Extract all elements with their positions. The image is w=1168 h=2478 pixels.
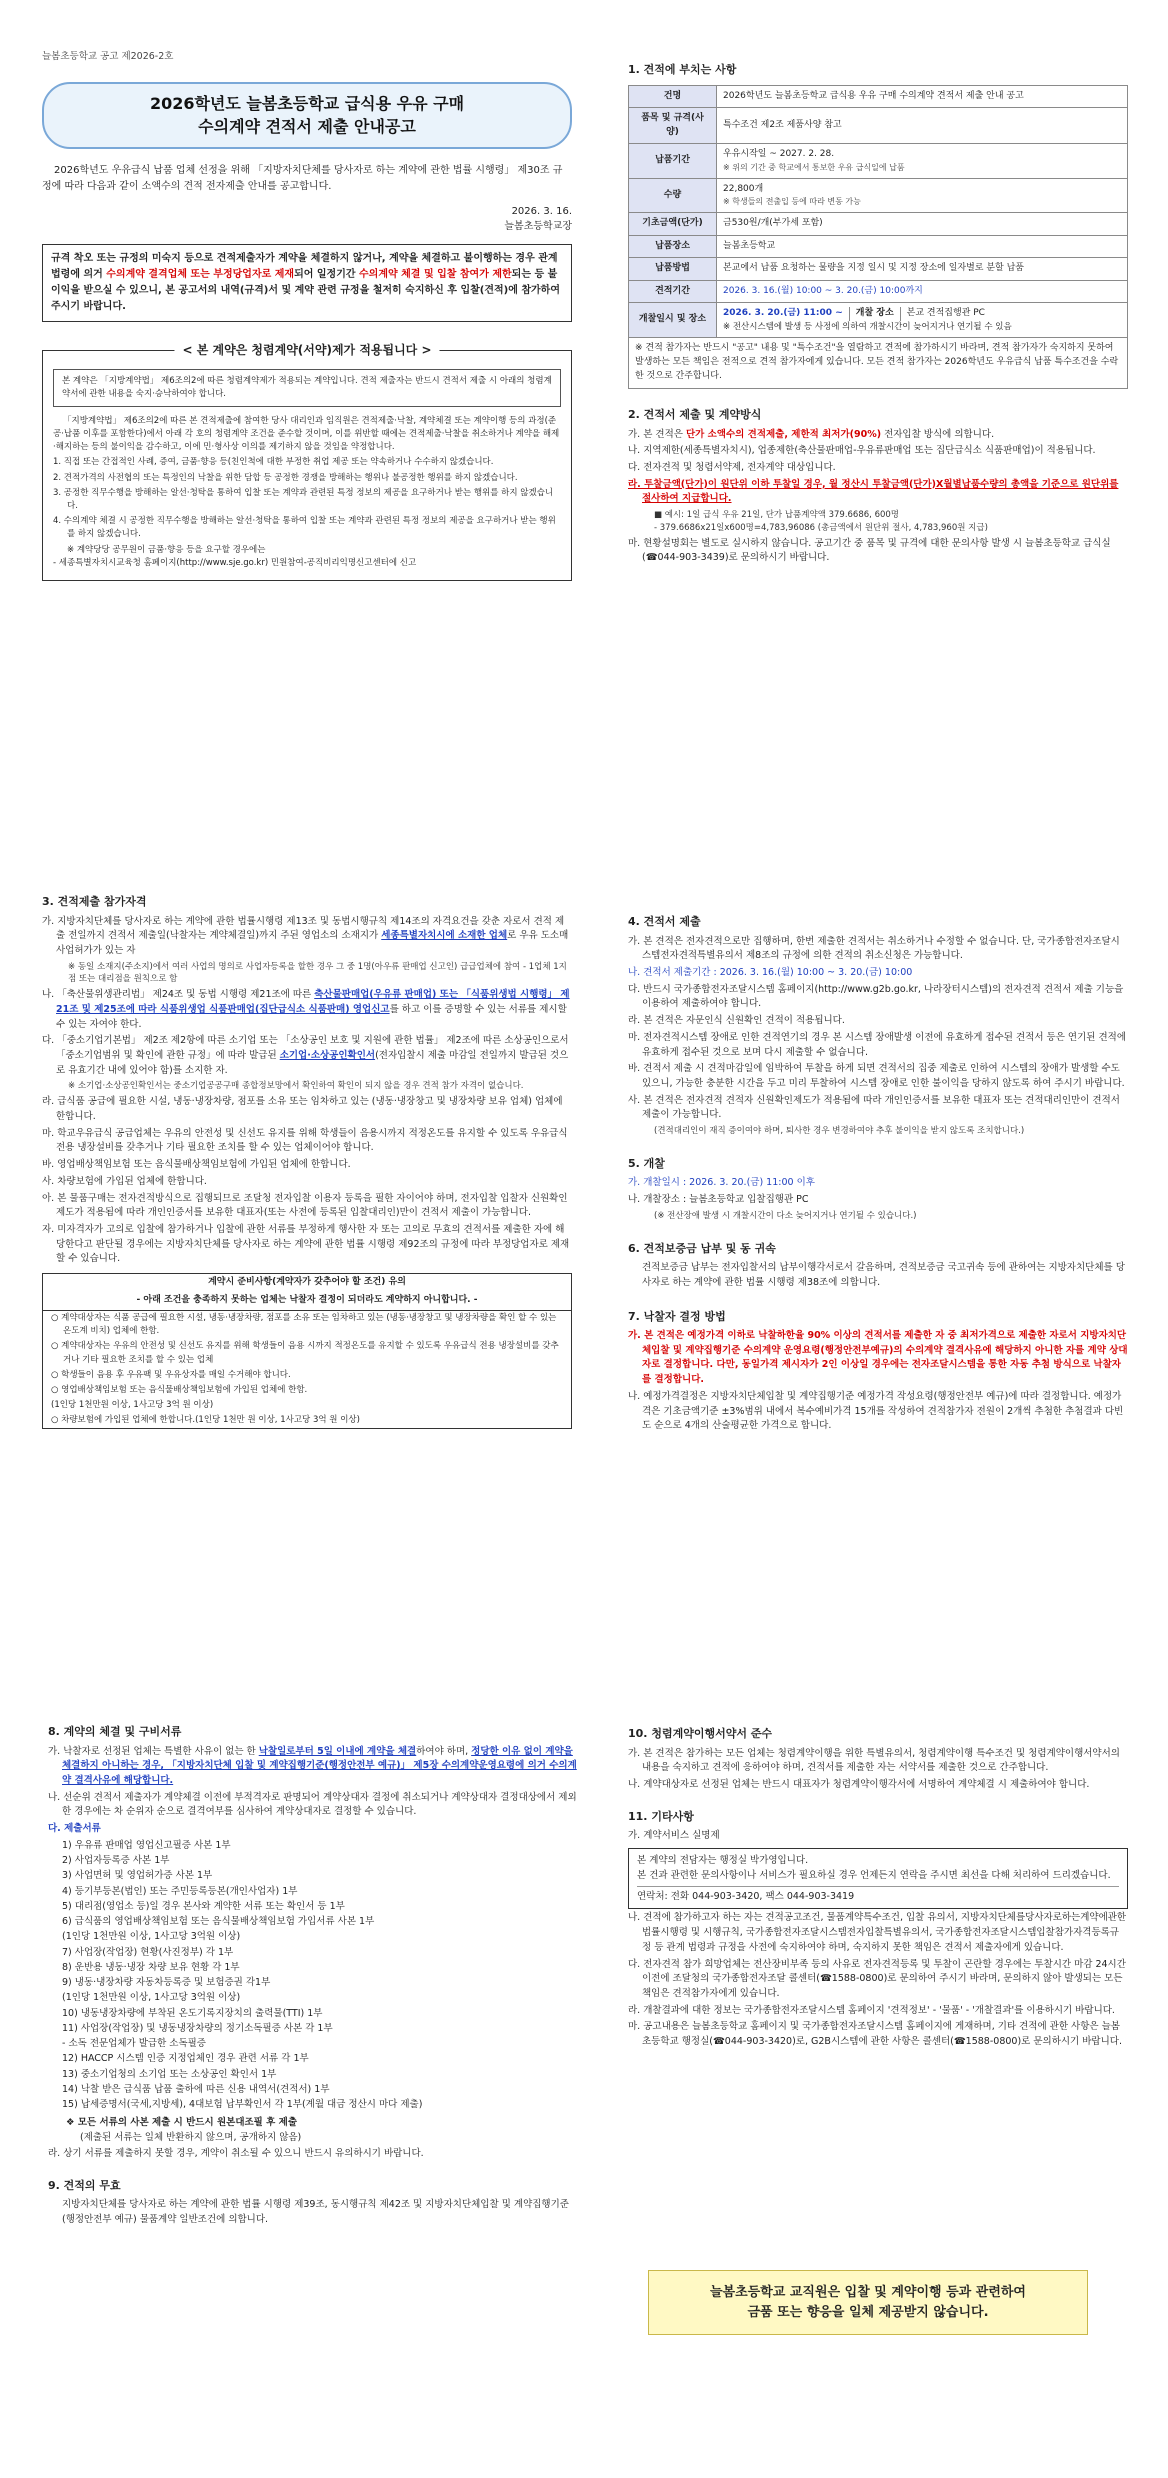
section-3-item-b — [42, 988, 572, 1032]
required-doc: 9) 냉동·냉장차량 자동차등록증 및 보험증권 각1부 — [62, 1977, 271, 1989]
document-number: 늘봄초등학교 공고 제2026-2호 — [42, 51, 174, 62]
required-doc: (1인당 1천만원 이상, 1사고당 3억원 이상) — [62, 1992, 241, 2004]
item-text: 를 하고 이를 증명할 수 있는 서류를 제시할 수 있는 자여야 한다. — [56, 1003, 567, 1030]
section-4-item: 다. 반드시 국가종합전자조달시스템 홈페이지(http://www.g2b.go.kr, 나라장터시스템)의 전자견적 견적서 제출 기능을 이용하여 제출하여야 합니다. — [628, 983, 1124, 1010]
row-label: 납품기간 — [629, 144, 717, 179]
section-2-item-d: 라. 투찰금액(단가)이 원단위 이하 투찰일 경우, 월 정산시 투찰금액(단가)X월별납품수량의 총액을 기준으로 원단위를 절사하여 지급합니다. — [628, 478, 1119, 505]
section-8-title: 8. 계약의 체결 및 구비서류 — [48, 1725, 182, 1738]
row-label: 견적기간 — [629, 280, 717, 303]
item-text: 가. 본 견적은 — [628, 428, 686, 440]
title-box — [42, 82, 572, 148]
section-5-item-b: 나. 개찰장소 : 늘봄초등학교 입찰집행관 PC — [628, 1194, 809, 1206]
row-value: 2026학년도 늘봄초등학교 급식용 우유 구매 수의계약 견적서 제출 안내 공고 — [717, 85, 1128, 108]
warning-text-3: 되는 등 불이익을 받으실 수 있으니, 본 공고서의 내역(규격)서 및 계약 관련 규정을 철저히 숙지하신 후 입찰(견적)에 참가하여 주시기 바랍니다. — [51, 268, 561, 312]
section-8-item-a — [48, 1745, 578, 1789]
opening-place: 본교 견적집행관 PC — [900, 307, 985, 321]
section-4-note: (견적대리인이 재직 증이여야 하며, 퇴사한 경우 변경하여야 추후 불이익을 받지 않도록 조치합니다.) — [654, 1126, 1025, 1137]
section-6-title: 6. 견적보증금 납부 및 동 귀속 — [628, 1241, 776, 1255]
section-3-item-e: 마. 학교우유급식 공급업체는 우유의 안전성 및 신선도 유지를 위해 학생들이 음용시까지 적정온도를 유지할 수 있도록 우유급식 전용 냉장설비를 갖추거나 기타 필요한 조치를 할 수 있는 업체이어야 합니다. — [42, 1127, 568, 1154]
final-notice-line-1: 늘봄초등학교 교직원은 입찰 및 계약이행 등과 관련하여 — [710, 2285, 1026, 2300]
section-4-item: 가. 본 견적은 전자견적으로만 집행하며, 한번 제출한 견적서는 취소하거나 수정할 수 없습니다. 단, 국가종합전자조달시스템전자견적특별유의서 제8조의 규정에 의한 견적의 취소신청은 가능합니다. — [628, 935, 1120, 962]
prep-item: ○ 학생들이 음용 후 우유팩 및 우유상자를 매일 수거해야 합니다. — [51, 1369, 291, 1380]
row-value: 2026. 3. 16.(월) 10:00 ~ 3. 20.(금) 10:00까지 — [717, 280, 1128, 303]
item-text: 로 우유 도소매 사업허가가 있는 자 — [56, 930, 569, 956]
row-label: 납품방법 — [629, 258, 717, 281]
section-3-note-c: ※ 소기업·소상공인확인서는 중소기업공공구매 종합정보망에서 확인하여 확인이 되지 않을 경우 견적 참가 자격이 없습니다. — [68, 1081, 524, 1092]
table-row — [629, 178, 1128, 213]
required-doc: 11) 사업장(작업장) 및 냉동냉장차량의 정기소독필증 사본 각 1부 — [62, 2022, 333, 2034]
section-10-item-b: 나. 계약대상자로 선정된 업체는 반드시 대표자가 청렴계약이행각서에 서명하여 계약체결 시 제출하여야 합니다. — [628, 1778, 1090, 1790]
warning-text-2: 되어 일정기간 — [294, 268, 360, 280]
integrity-contract-box — [42, 342, 572, 581]
section-3-item-d: 라. 급식품 공급에 필요한 시설, 냉동·냉장차량, 점포를 소유 또는 임차하고 있는 (냉동·냉장창고 및 냉장차량 보유 업체) 업체에 한합니다. — [42, 1096, 563, 1122]
integrity-contract-title: < 본 계약은 청렴계약(서약)제가 적용됩니다 > — [174, 341, 439, 360]
section-10-title: 10. 청렴계약이행서약서 준수 — [628, 1727, 773, 1740]
item-text: 가. 낙찰자로 선정된 업체는 특별한 사유이 없는 한 — [48, 1745, 259, 1757]
final-notice-line-2: 금품 또는 향응을 일체 제공받지 않습니다. — [747, 2304, 989, 2320]
section-4-item: 마. 전자견적시스템 장애로 인한 견적연기의 경우 본 시스템 장애발생 이전에 유효하게 접수된 견적서 등은 연기된 견적에 유효하게 접수된 것으로 보며 다시 제출할 수 없습니다. — [628, 1031, 1126, 1058]
intro-text: 2026학년도 우유급식 납품 업체 선정을 위해 「지방자치단체를 당사자로 하는 계약에 관한 법률 시행령」 제30조 규정에 따라 다음과 같이 소액수의 견적 전자제출 안내를 공고합니다. — [42, 164, 563, 193]
section-11-item: 다. 전자견적 참가 희망업체는 전산장비부족 등의 사유로 전자견적등록 및 투찰이 곤란할 경우에는 투찰시간 마감 24시간 이전에 조달청의 국가종합전자조달 콜센터(☎1588-0800)로 문의하여 주시기 바라며, 문의하지 않아 발생되는 모든 책임은 견적참가자에게 있습니다. — [628, 1958, 1126, 2000]
row-value: 늘봄초등학교 — [717, 235, 1128, 258]
contact-line-3: 연락처: 전화 044-903-3420, 팩스 044-903-3419 — [637, 1886, 1119, 1904]
warning-red-2: 수의계약 체결 및 입찰 참여가 제한 — [359, 268, 512, 280]
integrity-contract-body: 「지방계약법」 제6조의2에 따른 본 견적제출에 참여한 당사 대리인과 임직원은 견적제출·낙찰, 계약체결 또는 계약이행 등의 과정(준공·납품 이후를 포함한다)에서 아래 각 호의 청렴계약 조건을 준수할 것이며, 이를 위반할 때에는 견적제출·낙찰을 취소하거나 계약을 해제·해지하는 등의 불이익을 감수하고, 이에 민·형사상 이의를 제기하지 않을 것임을 약정합니다. — [53, 415, 560, 453]
opening-time: 2026. 3. 20.(금) 11:00 ~ — [723, 308, 843, 318]
table-row — [629, 144, 1128, 179]
section-3-item-f: 바. 영업배상책임보험 또는 음식물배상책임보험에 가입된 업체에 한합니다. — [42, 1159, 351, 1171]
prep-item: ○ 계약대상자는 우유의 안전성 및 신선도 유지를 위해 학생들이 음용 시까지 적정온도를 유지할 수 있도록 우유급식 전용 냉장설비를 갖추거나 기타 필요한 조치를 할 수 있는 업체 — [51, 1341, 559, 1365]
section-6-body: 견적보증금 납부는 전자입찰서의 납부이행각서로서 갈음하며, 견적보증금 국고귀속 등에 관하여는 지방자치단체를 당사자로 하는 계약에 관한 법률 시행령 제38조에 의합니다. — [642, 1262, 1125, 1288]
row-label: 기초금액(단가) — [629, 213, 717, 236]
warning-box — [42, 244, 572, 322]
section-7-title: 7. 낙찰자 결정 방법 — [628, 1309, 726, 1323]
section-7-item-a: 가. 본 견적은 예정가격 이하로 낙찰하한율 90% 이상의 견적서를 제출한 자 중 최저가격으로 제출한 자로서 지방자치단체입찰 및 계약집행기준 수의계약 운영요령(행정안전부예규)의 수의계약 결격사유에 해당하지 아니한 자를 계약 상대자로 결정합니다. 다만, 동일가격 제시자가 2인 이상일 경우에는 전자조달시스템을 통한 자동 추첨 방식으로 낙찰자를 결정합니다. — [628, 1330, 1128, 1386]
table-row — [629, 108, 1128, 144]
row-value: 특수조건 제2조 제품사양 참고 — [717, 108, 1128, 144]
item-highlight: 축산물판매업(우유류 판매업) 또는 「식품위생법 시행령」 제21조 및 제25조에 따라 식품위생업 식품판매업(집단급식소 식품판매) 영업신고 — [56, 989, 570, 1015]
required-doc: 1) 우유류 판매업 영업신고필증 사본 1부 — [62, 1839, 231, 1851]
integrity-item: 2. 견적가격의 사전협의 또는 특정인의 낙찰을 위한 담합 등 공정한 경쟁을 방해하는 행위나 불공정한 행위를 하지 않겠습니다. — [53, 472, 518, 483]
section-11-item: 마. 공고내용은 늘봄초등학교 홈페이지 및 국가종합전자조달시스템 홈페이지에 게재하며, 기타 견적에 관한 사항은 늘봄초등학교 행정실(☎044-903-3420)로, G2B시스템에 관한 사항은 콜센터(☎1588-0800)로 문의하시기 바랍니다. — [628, 2021, 1122, 2048]
section-5-note: (※ 전산장애 발생 시 개찰시간이 다소 늦어지거나 연기될 수 있습니다.) — [654, 1210, 917, 1221]
info-table — [628, 85, 1128, 339]
required-doc: 13) 중소기업청의 소기업 또는 소상공인 확인서 1부 — [62, 2068, 277, 2080]
section-3-title: 3. 견적제출 참가자격 — [42, 895, 147, 908]
section-2-calc: - 379.6686x21일x600명=4,783,96086 (총금액에서 원단위 절사, 4,783,960원 지급) — [654, 522, 988, 533]
section-8-item-d: 라. 상기 서류를 제출하지 못할 경우, 계약이 취소될 수 있으니 반드시 유의하시기 바랍니다. — [48, 2147, 424, 2159]
item-highlight: 정당한 이유 없이 계약을 체결하지 아니하는 경우, 「지방자치단체 입찰 및 계약집행기준(행정안전부 예규)」 제5장 수의계약운영요령에 의거 수의계약 결격사유에 해당합니다. — [62, 1745, 577, 1786]
prep-item: ○ 영업배상책임보험 또는 음식물배상책임보험에 가입된 업체에 한함. — [51, 1384, 308, 1395]
section-8-item-b: 나. 선순위 견적서 제출자가 계약체결 이전에 부적격자로 판명되어 계약상대자 결정에 취소되거나 계약상대자 결정대상에서 제외한 경우에는 차 순위자 순으로 결격여부를 심사하여 계약상대자로 결정할 수 있습니다. — [48, 1791, 577, 1818]
section-1-2-column — [628, 62, 1128, 568]
section-7-item-b: 나. 예정가격결정은 지방자치단체입찰 및 계약집행기준 예정가격 작성요령(행정안전부 예규)에 따라 결정합니다. 예정가격은 기초금액기준 ±3%범위 내에서 복수예비가격 15개를 작성하여 견적참가자 전원이 2개씩 추첨한 추첨결과 다빈도 순으로 4개의 산술평균한 가격으로 합니다. — [628, 1390, 1124, 1432]
section-2-title: 2. 견적서 제출 및 계약방식 — [628, 408, 762, 422]
contact-line-2: 본 건과 관련한 문의사항이나 서비스가 필요하실 경우 언제든지 연락을 주시면 최선을 다해 처리하여 드리겠습니다. — [637, 1870, 1111, 1882]
row-value — [717, 144, 1128, 179]
section-10-item-a: 가. 본 견적은 참가하는 모든 업체는 청렴계약이행을 위한 특별유의서, 청렴계약이행 특수조건 및 청렴계약이행서약서의 내용을 숙지하고 견적에 응하여야 하며, 견적서를 제출한 자는 서약서를 제출한 것으로 간주합니다. — [628, 1747, 1120, 1774]
required-doc: (1인당 1천만원 이상, 1사고당 3억원 이상) — [62, 1931, 241, 1943]
section-1-title: 1. 견적에 부치는 사항 — [628, 63, 737, 76]
integrity-note: ※ 계약당당 공무원이 금품·향응 등을 요구할 경우에는 — [67, 544, 266, 555]
item-text: 전자입찰 방식에 의합니다. — [881, 428, 995, 440]
required-doc: 14) 낙찰 받은 급식품 납품 출하에 따른 신용 내역서(견적서) 1부 — [62, 2083, 330, 2095]
required-doc: 12) HACCP 시스템 인증 지정업체인 경우 관련 서류 각 1부 — [62, 2053, 309, 2065]
section-2-item-b: 나. 지역제한(세종특별자치시), 업종제한(축산물판매업-우유류판매업 또는 집단급식소 식품판매업)이 적용됩니다. — [628, 445, 1096, 457]
section-9-body: 지방자치단체를 당사자로 하는 계약에 관한 법률 시행령 제39조, 동시행규칙 제42조 및 지방자치단체입찰 및 계약집행기준(행정안전부 예규) 물품계약 일반조건에 의합니다. — [62, 2199, 569, 2225]
required-doc: 8) 운반용 냉동·냉장 차량 보유 현황 각 1부 — [62, 1961, 240, 1973]
item-highlight: 세종특별자치시에 소재한 업체 — [381, 930, 508, 942]
integrity-report: - 세종특별자치시교육청 홈페이지(http://www.sje.go.kr) 민원참여-공직비리익명신고센터에 신고 — [53, 557, 417, 568]
section-3-column — [42, 880, 572, 1429]
section-4-item: 사. 본 견적은 전자견적 견적자 신원확인제도가 적용됨에 따라 개인인증서를 보유한 대표자 또는 견적대리인만이 견적서 제출이 가능합니다. — [628, 1094, 1120, 1121]
opening-line — [723, 307, 1121, 321]
row-label: 품목 및 규격(사양) — [629, 108, 717, 144]
section-3-note-a: ※ 동일 소재지(주소지)에서 여러 사업의 명의로 사업자등록을 할한 경우 그 중 1명(아우류 판매업 신고인) 급급업체에 참여 - 1업체 1지점 또는 대리점을 원칙으로 함 — [68, 961, 567, 985]
quantity-note: ※ 학생들의 전출입 등에 따라 변동 가능 — [723, 197, 861, 206]
item-text: 하여야 하며, — [416, 1745, 472, 1757]
table-row — [629, 258, 1128, 281]
required-doc: 2) 사업자등록증 사본 1부 — [62, 1855, 170, 1867]
section-4-item: 나. 견적서 제출기간 : 2026. 3. 16.(월) 10:00 ~ 3. 20.(금) 10:00 — [628, 966, 913, 978]
section-4-title: 4. 견적서 제출 — [628, 915, 701, 928]
docs-note: ❖ 모든 서류의 사본 제출 시 반드시 원본대조필 후 제출 — [66, 2117, 298, 2129]
item-highlight: 단가 소액수의 견적제출, 제한적 최저가(90%) — [685, 428, 882, 440]
opening-note: ※ 전산시스템에 발생 등 사정에 의하여 개찰시간이 늦어지거나 연기될 수 있음 — [723, 321, 1012, 332]
prep-item: ○ 계약대상자는 식품 공급에 필요한 시설, 냉동·냉장차량, 점포를 소유 또는 임차하고 있는 (냉동·냉장창고 및 냉장차량을 확인 할 수 있는 온도계 비치) 업체에 한함. — [51, 1313, 557, 1337]
integrity-item: 3. 공정한 직무수행을 방해하는 알선·청탁을 통하여 입찰 또는 계약과 관련된 특정 정보의 제공을 요구하거나 받는 행위를 하지 않겠습니다. — [53, 487, 554, 511]
section-4-item: 바. 견적서 제출 시 견적마감일에 임박하여 투찰을 하게 되면 견적서의 집중 제출로 인하여 시스템의 장애가 발생할 수도 있으니, 가능한 충분한 시간을 두고 미리 투찰하여 시스템 장애로 인한 불이익을 당하지 않도록 하여 주시기 바랍니다. — [628, 1063, 1125, 1089]
contact-line-1: 본 계약의 전담자는 행정실 박가영입니다. — [637, 1854, 809, 1866]
row-value: 본교에서 납품 요청하는 물량을 지정 일시 및 지정 장소에 일자별로 분할 납품 — [717, 258, 1128, 281]
table-row — [629, 85, 1128, 108]
prep-subtitle: - 아래 조건을 충족하지 못하는 업체는 낙찰자 결정이 되더라도 계약하지 아니합니다. - — [43, 1292, 571, 1311]
section-3-item-a — [42, 915, 572, 959]
required-doc: - 소독 전문업체가 발급한 소독필증 — [62, 2038, 206, 2050]
item-text: 나. 「축산물위생관리법」 제24조 및 동법 시행령 제21조에 따른 — [42, 989, 315, 1001]
section-11-item: 나. 견적에 참가하고자 하는 자는 견적공고조건, 물품계약특수조건, 입찰 유의서, 지방자치단체를당사자로하는계약에관한법률시행령 및 시행규칙, 국가종합전자조달시스템전자입찰특별유의서, 국가종합전자조달시스템입찰참가자격등록규정 등 관계 법령과 규정을 사전에 숙지하여야 하며, 숙지하지 못한 책임은 견적서 제출자에게 있습니다. — [628, 1912, 1127, 1953]
integrity-item: 4. 수의계약 체결 시 공정한 직무수행을 방해하는 알선·청탁을 통하여 입찰 또는 계약과 관련된 특정 정보의 제공을 요구하거나 받는 행위를 하지 않겠습니다. — [53, 516, 556, 540]
delivery-period: 우유시작일 ~ 2027. 2. 28. — [723, 149, 835, 159]
required-doc: 4) 등기부등본(법인) 또는 주민등록등본(개인사업자) 1부 — [62, 1885, 298, 1897]
item-text: (전자입찰시 제출 마감일 전일까지 발급된 것으로 유효기간 내에 있어야 함)를 소지한 자. — [56, 1050, 569, 1076]
section-2-item-e: 마. 현황설명회는 별도로 실시하지 않습니다. 공고기간 중 품목 및 규격에 대한 문의사항 발생 시 늘봄초등학교 급식실(☎044-903-3439)로 문의하시기 바랍니다. — [628, 537, 1111, 564]
opening-place-label: 개찰 장소 — [849, 307, 894, 321]
section-4-item: 라. 본 견적은 자문인식 신원확인 견적이 적용됩니다. — [628, 1015, 845, 1027]
table-row — [629, 235, 1128, 258]
final-notice-box — [648, 2270, 1088, 2335]
issuer: 늘봄초등학교장 — [504, 220, 572, 232]
announcement-date: 2026. 3. 16. — [511, 205, 572, 217]
section-8-item-c: 다. 제출서류 — [48, 1823, 101, 1835]
warning-red-1: 수의계약 결격업체 또는 부정당업자로 제재 — [106, 268, 295, 280]
section-3-item-g: 사. 차량보험에 가입된 업체에 한합니다. — [42, 1175, 207, 1187]
contact-box — [628, 1848, 1128, 1910]
section-4-7-column — [628, 900, 1128, 1436]
item-text: 다. 「중소기업기본법」 제2조 제2항에 따른 소기업 또는 「소상공인 보호 및 지원에 관한 법률」 제2조에 따른 소상공인으로서 「중소기업범위 및 확인에 관한 규정」에 따라 발급된 — [42, 1035, 569, 1062]
required-doc: 7) 사업장(작업장) 현황(사진정부) 각 1부 — [62, 1946, 234, 1958]
row-label: 건명 — [629, 85, 717, 108]
integrity-contract-inner: 본 계약은 「지방계약법」 제6조의2에 따른 청렴계약제가 적용되는 계약입니다. 견적 제출자는 반드시 견적서 제출 시 아래의 청렴계약서에 관한 내용을 숙지·승낙하여야 합니다. — [53, 369, 561, 407]
table-row — [629, 303, 1128, 338]
required-doc: 15) 납세증명서(국세,지방세), 4대보험 납부확인서 각 1부(계월 대금 정산시 마다 제출) — [62, 2099, 423, 2111]
item-text: 가. 지방자치단체를 당사자로 하는 계약에 관한 법률시행령 제13조 및 동법시행규칙 제14조의 자격요건을 갖춘 자로서 견적 제출 전일까지 견적서 제출일(낙찰자는 계약체결일)까지 주된 영업소의 소재지가 — [42, 915, 565, 942]
table-row — [629, 280, 1128, 303]
row-label: 개찰일시 및 장소 — [629, 303, 717, 338]
section-3-item-h: 아. 본 물품구매는 전자견적방식으로 집행되므로 조달청 전자입찰 이용자 등록을 필한 자이어야 하며, 전자입찰 입찰자 신원확인제도가 적용됨에 따라 개인인증서를 보유한 대표자(또는 사전에 등록된 입찰대리인)만이 견적서 제출이 가능합니다. — [42, 1192, 568, 1219]
section-2-example: ■ 예시: 1일 급식 우유 21일, 단가 납품계약액 379.6686, 600명 — [654, 510, 899, 521]
required-doc: 3) 사업면허 및 영업허가증 사본 1부 — [62, 1870, 213, 1882]
delivery-period-note: ※ 위의 기간 중 학교에서 통보한 우유 급식일에 납품 — [723, 162, 905, 172]
section-11-title: 11. 기타사항 — [628, 1809, 694, 1823]
section-1-note: ※ 견적 참가자는 반드시 "공고" 내용 및 "특수조건"을 열람하고 견적에 참가하시기 바라며, 견적 참가자가 숙지하지 못하여 발생하는 모든 책임은 전적으로 견적 참가자에게 있습니다. 모든 견적 참가자는 2026학년도 우유급식 납품 특수조건을 수락한 것으로 간주합니다. — [628, 338, 1128, 389]
row-label: 수량 — [629, 178, 717, 213]
title-line-2: 수의계약 견적서 제출 안내공고 — [198, 117, 416, 137]
item-highlight: 낙찰일로부터 5일 이내에 계약을 체결 — [258, 1745, 417, 1757]
row-value — [717, 303, 1128, 338]
row-value — [717, 178, 1128, 213]
section-11-item: 라. 개찰결과에 대한 정보는 국가종합전자조달시스템 홈페이지 '견적정보' - '물품' - '개찰결과'를 이용하시기 바랍니다. — [628, 2004, 1115, 2016]
prep-title: 계약시 준비사항(계약자가 갖추어야 할 조건) 유의 — [208, 1277, 406, 1288]
section-8-9-column — [48, 1710, 578, 2229]
integrity-item: 1. 직접 또는 간접적인 사례, 증여, 금품·향응 등(친인척에 대한 부정한 취업 제공 또는 약속하거나 수수하지 않겠습니다. — [53, 457, 494, 468]
section-3-item-i: 자. 미자격자가 고의로 입찰에 참가하거나 입찰에 관한 서류를 부정하게 행사한 자 또는 고의로 무효의 견적서를 제출한 자에 해당한다고 판단될 경우에는 지방자치단체를 당사자로 하는 계약에 관한 법률 시행령 제92조의 규정에 따라 부정당업자로 제재할 수 있습니다. — [42, 1223, 570, 1265]
section-5-item-a: 가. 개찰일시 : 2026. 3. 20.(금) 11:00 이후 — [628, 1177, 815, 1189]
section-3-item-c — [42, 1034, 572, 1078]
row-value: 금530원/개(부가세 포함) — [717, 213, 1128, 236]
section-5-title: 5. 개찰 — [628, 1156, 665, 1170]
row-label: 납품장소 — [629, 235, 717, 258]
section-11-item-a: 가. 계약서비스 실명제 — [628, 1830, 720, 1842]
required-doc: 6) 급식품의 영업배상책임보험 또는 음식물배상책임보험 가입서류 사본 1부 — [62, 1916, 375, 1928]
prep-item: (1인당 1천만원 이상, 1사고당 3억 원 이상) — [51, 1400, 214, 1411]
docs-note-2: (제출된 서류는 일체 반환하지 않으며, 공개하지 않음) — [80, 2131, 302, 2143]
contract-prep-box — [42, 1273, 572, 1429]
warning-text-1: 규격 착오 또는 규정의 미숙지 등으로 견적제출자가 계약을 체결하지 않거나, 계약을 체결하고 불이행하는 경우 관계법령에 의거 — [51, 252, 558, 280]
prep-item: ○ 차량보험에 가입된 업체에 한합니다.(1인당 1천만 원 이상, 1사고당 3억 원 이상) — [51, 1415, 360, 1426]
section-2-item-c: 다. 전자견적 및 청렴서약제, 전자계약 대상입니다. — [628, 462, 836, 473]
item-highlight: 소기업·소상공인확인서 — [279, 1050, 376, 1062]
required-doc: 5) 대리점(영업소 등)일 경우 본사와 계약한 서류 또는 확인서 등 1부 — [62, 1900, 345, 1912]
section-9-title: 9. 견적의 무효 — [48, 2178, 121, 2192]
quantity: 22,800개 — [723, 183, 764, 194]
section-2-item-a — [628, 428, 1128, 443]
title-line-1: 2026학년도 늘봄초등학교 급식용 우유 구매 — [149, 94, 465, 114]
announcement-header-column — [42, 50, 572, 581]
section-10-11-column — [628, 1712, 1128, 2052]
table-row — [629, 213, 1128, 236]
required-doc: 10) 냉동냉장차량에 부착된 온도기록지장치의 출력물(TTI) 1부 — [62, 2007, 323, 2019]
